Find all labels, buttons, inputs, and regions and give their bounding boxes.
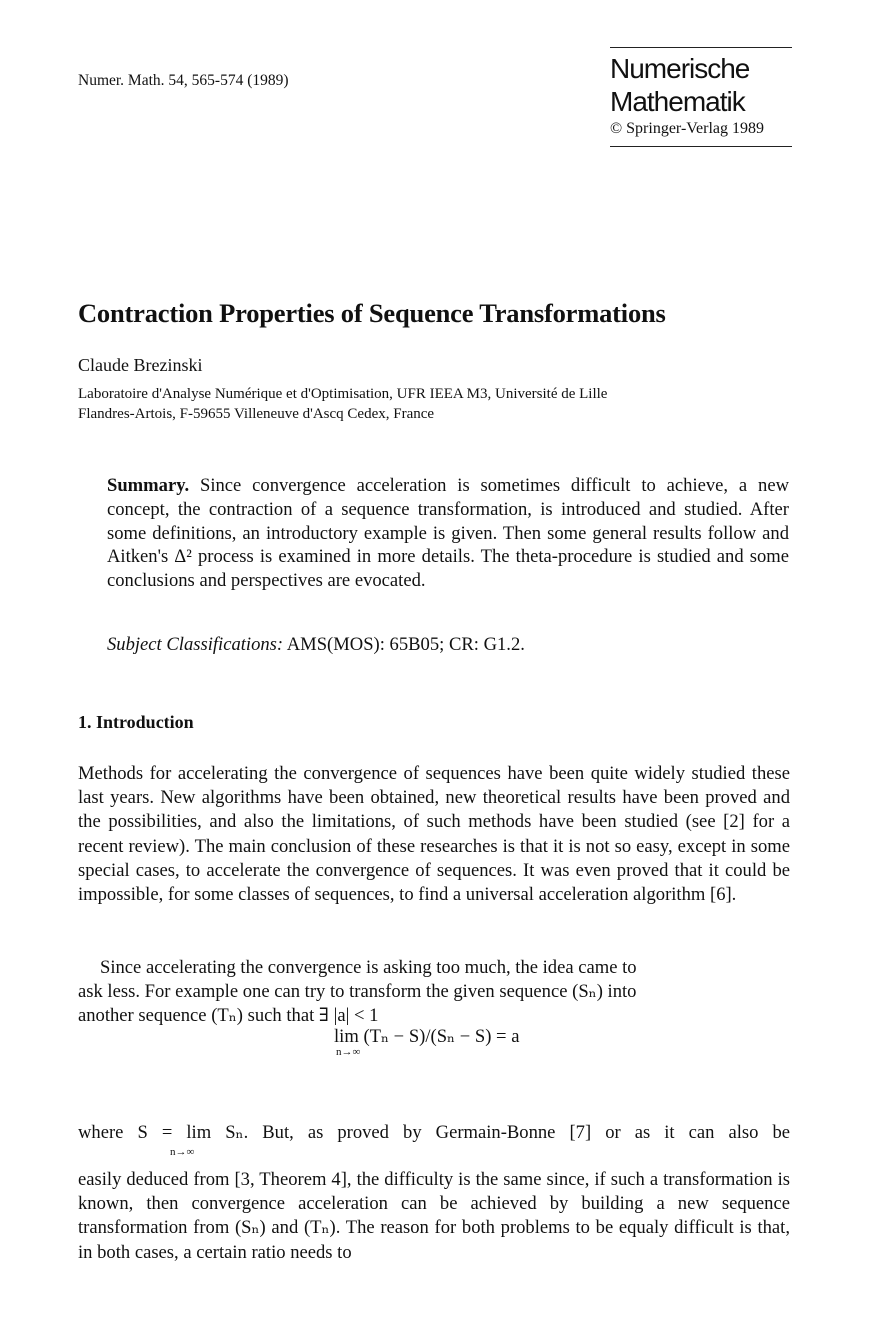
- where-text: where S = lim Sₙ. But, as proved by Germain-Bonne [7] or as it can also be: [78, 1122, 790, 1143]
- journal-citation: Numer. Math. 54, 565-574 (1989): [78, 72, 289, 89]
- section-heading-introduction: 1. Introduction: [78, 712, 194, 732]
- limit-formula: [334, 1026, 519, 1058]
- intro-paragraph-1: Methods for accelerating the convergence of sequences have been quite widely studied these last years. New algorithms have been obtained, new theoretical results have been proved and the possibilities, and also the limitations, of such methods have been studied (see [2] for a recent review). The main conclusion of these researches is that it is not so easy, except in some special cases, to accelerate the convergence of sequences. It was even proved that it could be impossible, for some classes of sequences, to find a universal acceleration algorithm [6].: [78, 763, 790, 906]
- affiliation-line2: Flandres-Artois, F-59655 Villeneuve d'Ascq Cedex, France: [78, 406, 435, 422]
- masthead-bottom-rule: [610, 146, 792, 147]
- author-affiliation: [78, 384, 607, 424]
- masthead-top-rule: [610, 47, 792, 48]
- para2-line1: Since accelerating the convergence is asking too much, the idea came to: [100, 957, 637, 978]
- subject-label: Subject Classifications:: [107, 634, 284, 655]
- subject-text: AMS(MOS): 65B05; CR: G1.2.: [286, 634, 525, 655]
- intro-paragraph-3: easily deduced from [3, Theorem 4], the difficulty is the same since, if such a transformation is known, then convergence acceleration can be achieved by building a new sequence transformation from (Sₙ) and (Tₙ). The reason for both problems to be equaly difficult is that, in both cases, a certain ratio needs to: [78, 1169, 790, 1263]
- paper-title: Contraction Properties of Sequence Transformations: [78, 298, 666, 328]
- author-name: Claude Brezinski: [78, 355, 203, 375]
- journal-name-line1: Numerische: [610, 53, 750, 84]
- formula-expression: lim (Tₙ − S)/(Sₙ − S) = a: [334, 1026, 520, 1047]
- formula-limit-subscript: n→∞: [336, 1046, 361, 1058]
- journal-masthead: [610, 47, 792, 147]
- affiliation-line1: Laboratoire d'Analyse Numérique et d'Optimisation, UFR IEEA M3, Université de Lille: [78, 386, 608, 402]
- summary-text: Since convergence acceleration is sometimes difficult to achieve, a new concept, the contraction of a sequence transformation, is introduced and studied. After some definitions, an introductory example is given. Then some general results follow and Aitken's Δ² process is examined in more details. The theta-procedure is studied and some conclusions and perspectives are evocated.: [107, 475, 789, 592]
- para2-line2: ask less. For example one can try to transform the given sequence (Sₙ) into: [78, 981, 637, 1003]
- subject-classifications: [107, 634, 525, 656]
- intro-paragraph-2: [78, 956, 790, 1029]
- para2-line3: another sequence (Tₙ) such that ∃ |a| < 1: [78, 1005, 379, 1027]
- where-limit-subscript: n→∞: [170, 1146, 195, 1158]
- where-line: [78, 1122, 790, 1158]
- summary-label: Summary.: [107, 475, 190, 496]
- summary-paragraph: [107, 474, 789, 593]
- journal-name-line2: Mathematik: [610, 86, 745, 117]
- copyright-notice: © Springer-Verlag 1989: [610, 120, 765, 137]
